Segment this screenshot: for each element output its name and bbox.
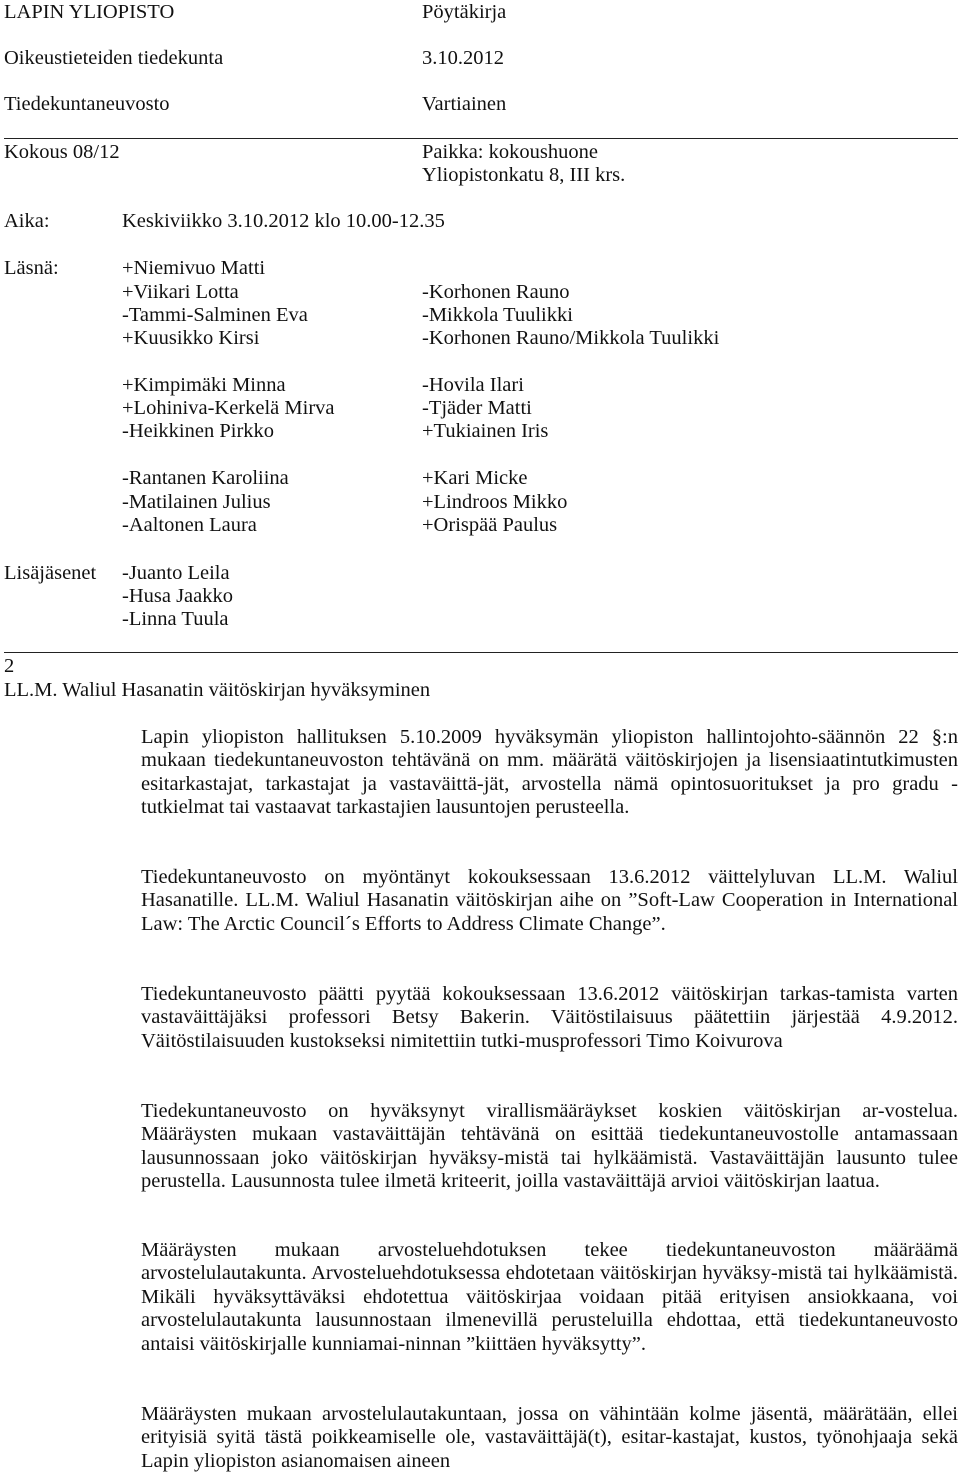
attendee-left: -Matilainen Julius [122,491,271,513]
time-label: Aika: [4,210,50,232]
attendee-left: -Heikkinen Pirkko [122,420,275,442]
university-name: LAPIN YLIOPISTO [4,1,175,23]
meeting-room: Vartiainen [422,93,507,115]
place-line-2: Yliopistonkatu 8, III krs. [422,164,626,186]
item-number: 2 [4,655,15,677]
item-title: LL.M. Waliul Hasanatin väitöskirjan hyväksyminen [4,679,431,701]
item-paragraph: Tiedekuntaneuvosto on hyväksynyt virallismääräykset koskien väitöskirjan ar-vostelua. Määräysten mukaan vastaväittäjän tehtävänä on esittää tiedekuntaneuvostolle antamassaan lausunnossaan joko väitöskirjan hyväksy-mistä tai hylkäämistä. Vastaväittäjän lausunto tulee perustella. Lausunnosta tulee ilmetä kriteerit, joilla vastaväittäjä arvioi väitöskirjan laatua. [141,1100,958,1193]
additional-member: -Linna Tuula [122,608,229,630]
attendee-right: -Hovila Ilari [422,374,524,396]
faculty-name: Oikeustieteiden tiedekunta [4,47,224,69]
attendee-right: +Lindroos Mikko [422,491,568,513]
attendee-right: -Tjäder Matti [422,397,532,419]
item-divider [4,652,958,653]
attendee-right: -Korhonen Rauno/Mikkola Tuulikki [422,327,720,349]
attendee-right: +Orispää Paulus [422,514,558,536]
attendee-left: +Lohiniva-Kerkelä Mirva [122,397,335,419]
header-divider [4,138,958,139]
attendee-right: -Korhonen Rauno [422,281,570,303]
meeting-number: Kokous 08/12 [4,141,120,163]
attendance-label: Läsnä: [4,257,59,279]
attendee-left: -Rantanen Karoliina [122,467,289,489]
attendee-right: +Kari Micke [422,467,528,489]
item-paragraph: Tiedekuntaneuvosto on myöntänyt kokouksessaan 13.6.2012 väittelyluvan LL.M. Waliul Hasanatille. LL.M. Waliul Hasanatin väitöskirjan aihe on ”Soft-Law Cooperation in International Law: The Arctic Council´s Efforts to Address Climate Change”. [141,866,958,935]
council-name: Tiedekuntaneuvosto [4,93,170,115]
attendee-left: +Viikari Lotta [122,281,239,303]
item-paragraph: Lapin yliopiston hallituksen 5.10.2009 hyväksymän yliopiston hallintojohto-säännön 22 §:n mukaan tiedekuntaneuvoston tehtävänä on mm. määrätä väitöskirjojen ja lisensiaatintutkimusten esitarkastajat, tarkastajat ja vastaväittä-jät, arvostella nämä opintosuoritukset ja pro gradu -tutkielmat tai vastaavat tarkastajien lausuntojen perusteella. [141,726,958,819]
time-value: Keskiviikko 3.10.2012 klo 10.00-12.35 [122,210,445,232]
additional-member: -Juanto Leila [122,562,230,584]
attendee-left: +Kimpimäki Minna [122,374,286,396]
attendee-left: +Kuusikko Kirsi [122,327,260,349]
additional-member: -Husa Jaakko [122,585,234,607]
attendee-right: +Tukiainen Iris [422,420,549,442]
attendee-left: -Tammi-Salminen Eva [122,304,308,326]
document-type: Pöytäkirja [422,1,507,23]
attendee-left: +Niemivuo Matti [122,257,266,279]
meeting-date: 3.10.2012 [422,47,504,69]
place-line-1: Paikka: kokoushuone [422,141,598,163]
item-paragraph: Tiedekuntaneuvosto päätti pyytää kokouksessaan 13.6.2012 väitöskirjan tarkas-tamista varten vastaväittäjäksi professori Betsy Bakerin. Väitöstilaisuus päätettiin järjestää 4.9.2012. Väitöstilaisuuden kustokseksi nimitettiin tutki-musprofessori Timo Koivurova [141,983,958,1052]
additional-members-label: Lisäjäsenet [4,562,97,584]
item-paragraph: Määräysten mukaan arvosteluehdotuksen tekee tiedekuntaneuvoston määräämä arvostelulautakunta. Arvosteluehdotuksessa ehdotetaan väitöskirjan hyväksy-mistä tai hylkäämistä. Mikäli hyväksyttäväksi ehdotettua väitöskirjaa voidaan pitää erityisen ansiokkaana, voi arvostelulautakunta lausunnostaan ilmenevillä perusteluilla ehdottaa, että tiedekuntaneuvosto antaisi väitöskirjalle kunniamai-ninnan ”kiittäen hyväksytty”. [141,1239,958,1355]
item-paragraph: Määräysten mukaan arvostelulautakuntaan, jossa on vähintään kolme jäsentä, määrätään, ellei erityisiä syitä tästä poikkeamiselle ole, vastaväittäjä(t), esitar-kastajat, kustos, työnohjaaja sekä Lapin yliopiston asianomaisen aineen [141,1403,958,1472]
attendee-right: -Mikkola Tuulikki [422,304,573,326]
attendee-left: -Aaltonen Laura [122,514,257,536]
